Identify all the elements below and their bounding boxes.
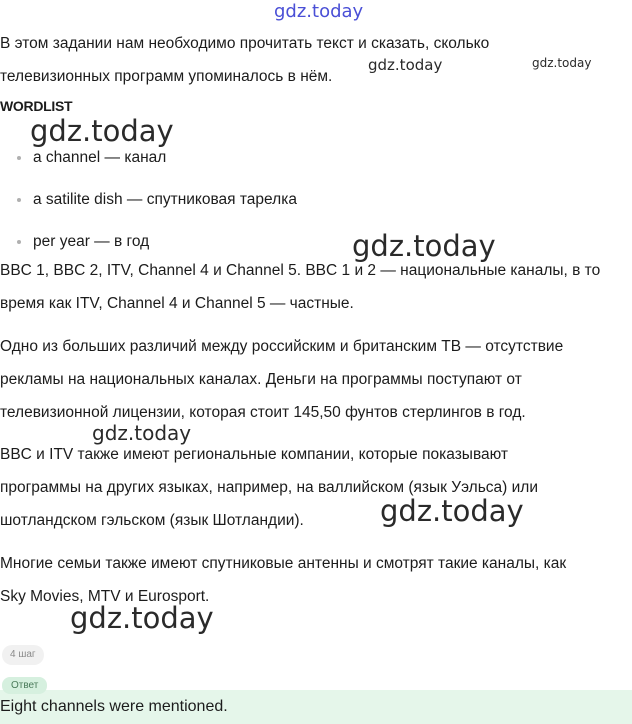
watermark-large-2: gdz.today (352, 229, 496, 263)
paragraph-line: телевизионной лицензии, которая стоит 145,50 фунтов стерлингов в год. (0, 404, 526, 421)
bullet-dot-icon (17, 240, 21, 244)
paragraph-line: BBC 1, BBC 2, ITV, Channel 4 и Channel 5. BBC 1 и 2 — национальные каналы, в то (0, 262, 601, 279)
step-badge: 4 шаг (2, 645, 44, 665)
intro-paragraph (0, 27, 632, 93)
intro-line: В этом задании нам необходимо прочитать текст и сказать, сколько (0, 35, 490, 52)
paragraph-line: время как ITV, Channel 4 и Channel 5 — частные. (0, 295, 354, 312)
paragraph-line: Многие семьи также имеют спутниковые антенны и смотрят такие каналы, как (0, 555, 567, 572)
list-item-text: a satilite dish — спутниковая тарелка (33, 191, 297, 208)
satellite-paragraph (0, 547, 632, 613)
difference-paragraph (0, 330, 632, 429)
paragraph-line: рекламы на национальных каналах. Деньги на программы поступают от (0, 371, 522, 388)
answer-text: Eight channels were mentioned. (0, 698, 228, 715)
channels-paragraph (0, 254, 632, 320)
intro-line: телевизионных программ упоминалось в нём. (0, 68, 333, 85)
bullet-dot-icon (17, 198, 21, 202)
answer-badge: Ответ (2, 677, 47, 694)
paragraph-line: BBC и ITV также имеют региональные компании, которые показывают (0, 446, 509, 463)
list-item (14, 183, 297, 225)
paragraph-line: Одно из больших различий между российским и британским ТВ — отсутствие (0, 338, 564, 355)
paragraph-line: программы на других языках, например, на валлийском (язык Уэльса) или (0, 479, 538, 496)
watermark-small-2: gdz.today (532, 56, 592, 70)
list-item-text: a channel — канал (33, 149, 167, 166)
paragraph-line: Sky Movies, MTV и Eurosport. (0, 588, 210, 605)
wordlist-heading: WORDLIST (0, 98, 73, 114)
paragraph-line: шотландском гэльском (язык Шотландии). (0, 512, 304, 529)
list-item-text: per year — в год (33, 233, 150, 250)
watermark-large-3: gdz.today (380, 494, 524, 528)
watermark-top: gdz.today (274, 1, 364, 22)
watermark-large-1: gdz.today (30, 114, 174, 148)
watermark-large-4: gdz.today (70, 601, 214, 635)
bullet-dot-icon (17, 156, 21, 160)
wordlist (14, 141, 297, 267)
watermark-medium-1: gdz.today (92, 421, 192, 445)
regional-paragraph (0, 438, 632, 537)
watermark-small-1: gdz.today (368, 56, 443, 74)
list-item (14, 141, 297, 183)
